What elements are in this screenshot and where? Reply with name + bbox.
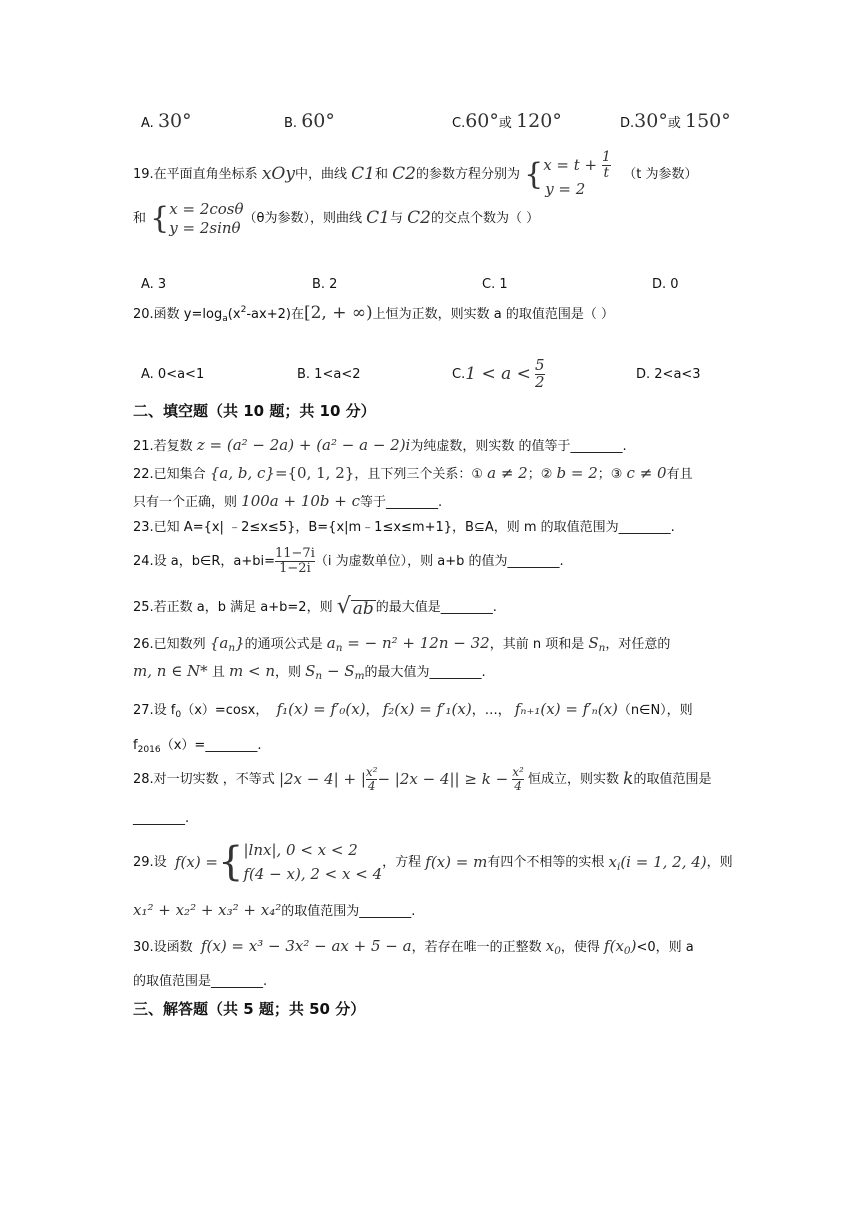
q19-system-2: { x = 2cosθ y = 2sinθ <box>150 200 244 237</box>
q23: 23.已知 A={x| ﹣2≤x≤5}，B={x|m﹣1≤x≤m+1}，B⊆A，则 m 的取值范围为________. <box>133 520 675 535</box>
q30-line1: 30.设函数 f(x) = x³ − 3x² − ax + 5 − a，若存在唯一的正整数 $x_0$，使得 $f(x_0)<0$，则 a <box>133 937 694 957</box>
q30-line2: 的取值范围是________. <box>133 974 268 989</box>
section-3-heading: 三、解答题（共 5 题；共 50 分） <box>133 1000 366 1018</box>
q20-option-d: D. 2<a<3 <box>636 367 701 382</box>
q19-option-c: C. 1 <box>482 277 508 292</box>
q20-option-a: A. 0<a<1 <box>141 367 205 382</box>
q19-line2: 和 { x = 2cosθ y = 2sinθ （θ为参数），则曲线 C1 与 C2 的交点个数为（ ） <box>133 200 540 237</box>
q20-option-c: C. 1 < a < $\frac{5}{2}$ <box>452 356 545 391</box>
q29-piecewise: { |lnx|, 0 < x < 2 f(4 − x), 2 < x < 4 <box>218 839 383 885</box>
q20-stem: 20.函数 $y=\log_a(x^2-ax+2)$在[2, + ∞)上恒为正数，则实数 a 的取值范围是（ ） <box>133 303 615 324</box>
q27-line2: $f_{2016}(x)=\_\_\_\_\_\_\_\_$. <box>133 738 262 755</box>
q28-line2: ________. <box>133 811 190 826</box>
q18-option-a: A. 30° <box>141 110 192 132</box>
q25: 25.若正数 a，b 满足 a+b=2，则 √ ab 的最大值是________. <box>133 594 497 619</box>
q19-option-b: B. 2 <box>312 277 338 292</box>
q18-option-d: D.30°或 150° <box>620 110 731 132</box>
q24: 24.设 a，b∈R，a+bi= $\frac{11-7i}{1-2i}$ （i 为虚数单位），则 a+b 的值为________. <box>133 546 564 576</box>
q20-option-b: B. 1<a<2 <box>297 367 361 382</box>
q19-option-d: D. 0 <box>652 277 679 292</box>
q28-line1: 28.对一切实数 ，不等式 |2x − 4| + | $\frac{\text{x²}}{4}$ − |2x − 4|| ≥ k − $\frac{\text{x²}}{4}$ 恒成立，则实数 k 的取值范围是 <box>133 765 712 793</box>
q18-option-c: C.60°或 120° <box>452 110 562 132</box>
q19-option-a: A. 3 <box>141 277 167 292</box>
q22-line1: 22.已知集合 {a, b, c}={0, 1, 2}，且下列三个关系：① a ≠ 2；② b = 2；③ c ≠ 0有且 <box>133 464 693 482</box>
q27-line1: 27.设 $f_0(x)=\cos x$， f₁(x) = f′₀(x)， f₂(x) = f′₁(x)，…， fₙ₊₁(x) = f′ₙ(x)（n∈N），则 <box>133 700 693 720</box>
q21: 21.若复数 z = (a² − 2a) + (a² − a − 2)i为纯虚数，则实数 的值等于________. <box>133 436 627 454</box>
q18-option-b: B. 60° <box>284 110 335 132</box>
q22-line2: 只有一个正确，则 100a + 10b + c等于________. <box>133 492 443 510</box>
q29-line1: 29.设 f(x) = { |lnx|, 0 < x < 2 f(4 − x), 2 < x < 4 ，方程 f(x) = m 有四个不相等的实根 $x_i(i = 1$, 2, 4) ，则 <box>133 839 733 885</box>
section-2-heading: 二、填空题（共 10 题；共 10 分） <box>133 402 376 420</box>
q26-line2: m, n ∈ N* 且 m < n，则 $S_n - S_m$的最大值为________. <box>133 662 486 682</box>
q19-system-1: { x = t + $\frac{1}{t}$ y = 2 <box>524 149 611 199</box>
q26-line1: 26.已知数列 $\{a_n\}$的通项公式是 $a_n$ = − n² + 12n − 32，其前 n 项和是 $S_n$，对任意的 <box>133 634 671 654</box>
q29-line2: x₁² + x₂² + x₃² + x₄²的取值范围为________. <box>133 901 416 919</box>
q19-line1: 19.在平面直角坐标系 xOy 中，曲线 C1 和 C2 的参数方程分别为 { x = t + $\frac{1}{t}$ y = 2 （t 为参数） <box>133 149 698 199</box>
